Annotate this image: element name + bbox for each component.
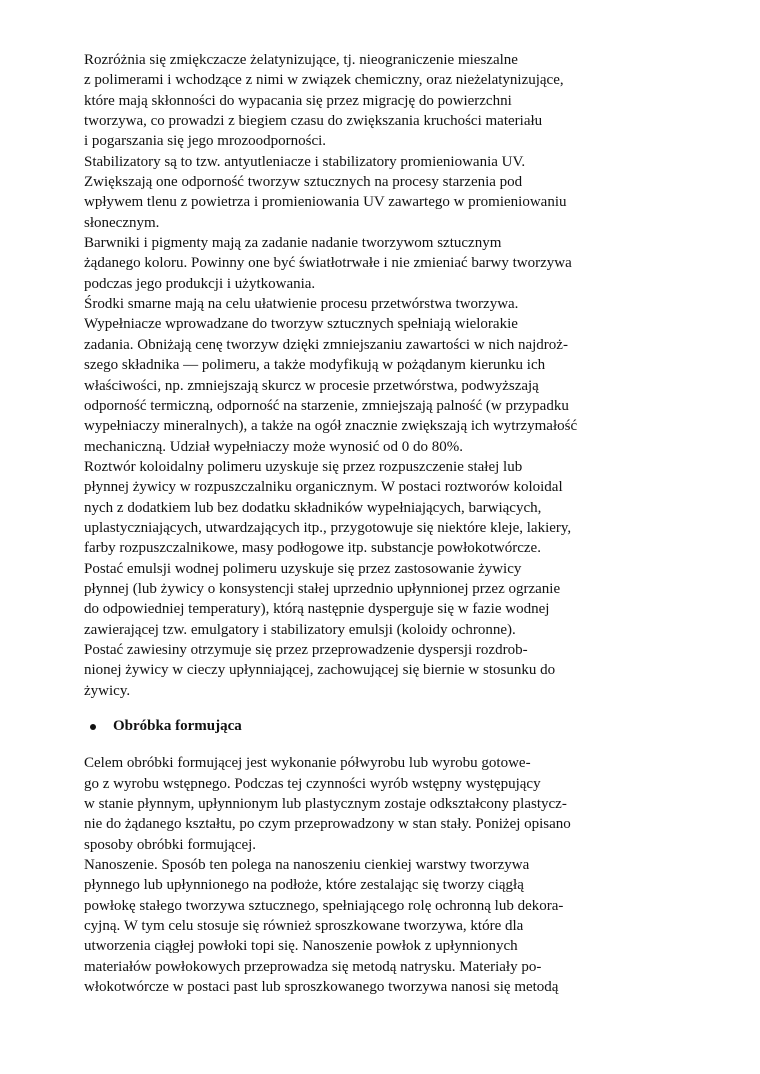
text-line: Wypełniacze wprowadzane do tworzyw sztucznych spełniają wielorakie [84,316,518,333]
text-line: płynnej żywicy w rozpuszczalniku organicznym. W postaci roztworów koloidal [84,479,563,496]
text-line: włokotwórcze w postaci past lub sproszkowanego tworzywa nanosi się metodą [84,979,559,996]
text-line: cyjną. W tym celu stosuje się również sproszkowane tworzywa, które dla [84,918,524,935]
text-line: Stabilizatory są to tzw. antyutleniacze i stabilizatory promieniowania UV. [84,153,526,170]
text-line: wypełniaczy mineralnych), a także na ogół znacznie zwiększają ich wytrzymałość [84,418,578,435]
paragraph-block-1 [84,50,604,701]
text-line: odporność termiczną, odporność na starzenie, zmniejszają palność (w przypadku [84,397,569,414]
text-line: zawierającej tzw. emulgatory i stabilizatory emulsji (koloidy ochronne). [84,621,516,638]
spacer [84,736,604,753]
text-line: właściwości, np. zmniejszają skurcz w procesie przetwórstwa, podwyższają [84,377,539,394]
text-line: farby rozpuszczalnikowe, masy podłogowe itp. substancje powłokotwórcze. [84,540,541,557]
text-line: mechaniczną. Udział wypełniaczy może wynosić od 0 do 80%. [84,438,464,455]
text-line: Rozróżnia się zmiękczacze żelatynizujące, tj. nieograniczenie mieszalne [84,52,518,68]
text-line: Postać emulsji wodnej polimeru uzyskuje się przez zastosowanie żywicy [84,560,522,577]
text-line: uplastyczniających, utwardzających itp., przygotowuje się niektóre kleje, lakiery, [84,519,572,536]
text-line: zadania. Obniżają cenę tworzyw dzięki zmniejszaniu zawartości w nich najdroż- [84,336,568,353]
text-line: żywicy. [84,682,131,699]
bullet-icon [90,724,96,730]
text-line: słonecznym. [84,214,160,231]
text-line: płynnej (lub żywicy o konsystencji stałej uprzednio upłynnionej przez ogrzanie [84,580,561,597]
text-line: utworzenia ciągłej powłoki topi się. Nanoszenie powłok z upłynnionych [84,938,518,955]
text-line: Zwiększają one odporność tworzyw sztucznych na procesy starzenia pod [84,174,523,191]
text-line: Nanoszenie. Sposób ten polega na nanoszeniu cienkiej warstwy tworzywa [84,857,530,874]
text-line: Celem obróbki formującej jest wykonanie półwyrobu lub wyrobu gotowe- [84,755,531,772]
text-line: nie do żądanego kształtu, po czym przeprowadzony w stan stały. Poniżej opisano [84,816,571,833]
text-line: i pogarszania się jego mrozoodporności. [84,133,327,150]
spacer [84,701,604,716]
text-line: z polimerami i wchodzące z nimi w związek chemiczny, oraz nieżelatynizujące, [84,72,564,89]
text-line: do odpowiedniej temperatury), którą następnie dysperguje się w fazie wodnej [84,601,550,618]
text-line: Barwniki i pigmenty mają za zadanie nadanie tworzywom sztucznym [84,235,502,252]
paragraph-block-2 [84,753,604,997]
text-line: które mają skłonności do wypacania się przez migrację do powierzchni [84,92,512,109]
text-line: szego składnika — polimeru, a także modyfikują w pożądanym kierunku ich [84,357,546,374]
text-line: sposoby obróbki formującej. [84,836,257,853]
text-line: nych z dodatkiem lub bez dodatku składników wypełniających, barwiących, [84,499,542,516]
text-line: tworzywa, co prowadzi z biegiem czasu do zwiększania kruchości materiału [84,113,543,130]
text-line: Roztwór koloidalny polimeru uzyskuje się przez rozpuszczenie stałej lub [84,458,523,475]
section-heading-text: Obróbka formująca [113,718,242,734]
text-line: powłokę stałego tworzywa sztucznego, spełniającego rolę ochronną lub dekora- [84,897,564,914]
document-page [84,50,604,997]
text-line: wpływem tlenu z powietrza i promieniowania UV zawartego w promieniowaniu [84,194,567,211]
text-line: żądanego koloru. Powinny one być światłotrwałe i nie zmieniać barwy tworzywa [84,255,572,272]
text-line: nionej żywicy w cieczy upłynniającej, zachowującej się biernie w stosunku do [84,662,556,679]
text-line: płynnego lub upłynnionego na podłoże, które zestalając się tworzy ciągłą [84,877,524,894]
text-line: go z wyrobu wstępnego. Podczas tej czynności wyrób wstępny występujący [84,775,541,792]
text-line: podczas jego produkcji i użytkowania. [84,275,316,292]
text-line: Postać zawiesiny otrzymuje się przez przeprowadzenie dyspersji rozdrob- [84,641,528,658]
text-line: Środki smarne mają na celu ułatwienie procesu przetwórstwa tworzywa. [84,296,519,313]
text-line: materiałów powłokowych przeprowadza się metodą natrysku. Materiały po- [84,958,542,975]
section-heading [84,716,604,736]
text-line: w stanie płynnym, upłynnionym lub plastycznym zostaje odkształcony plastycz- [84,796,567,813]
